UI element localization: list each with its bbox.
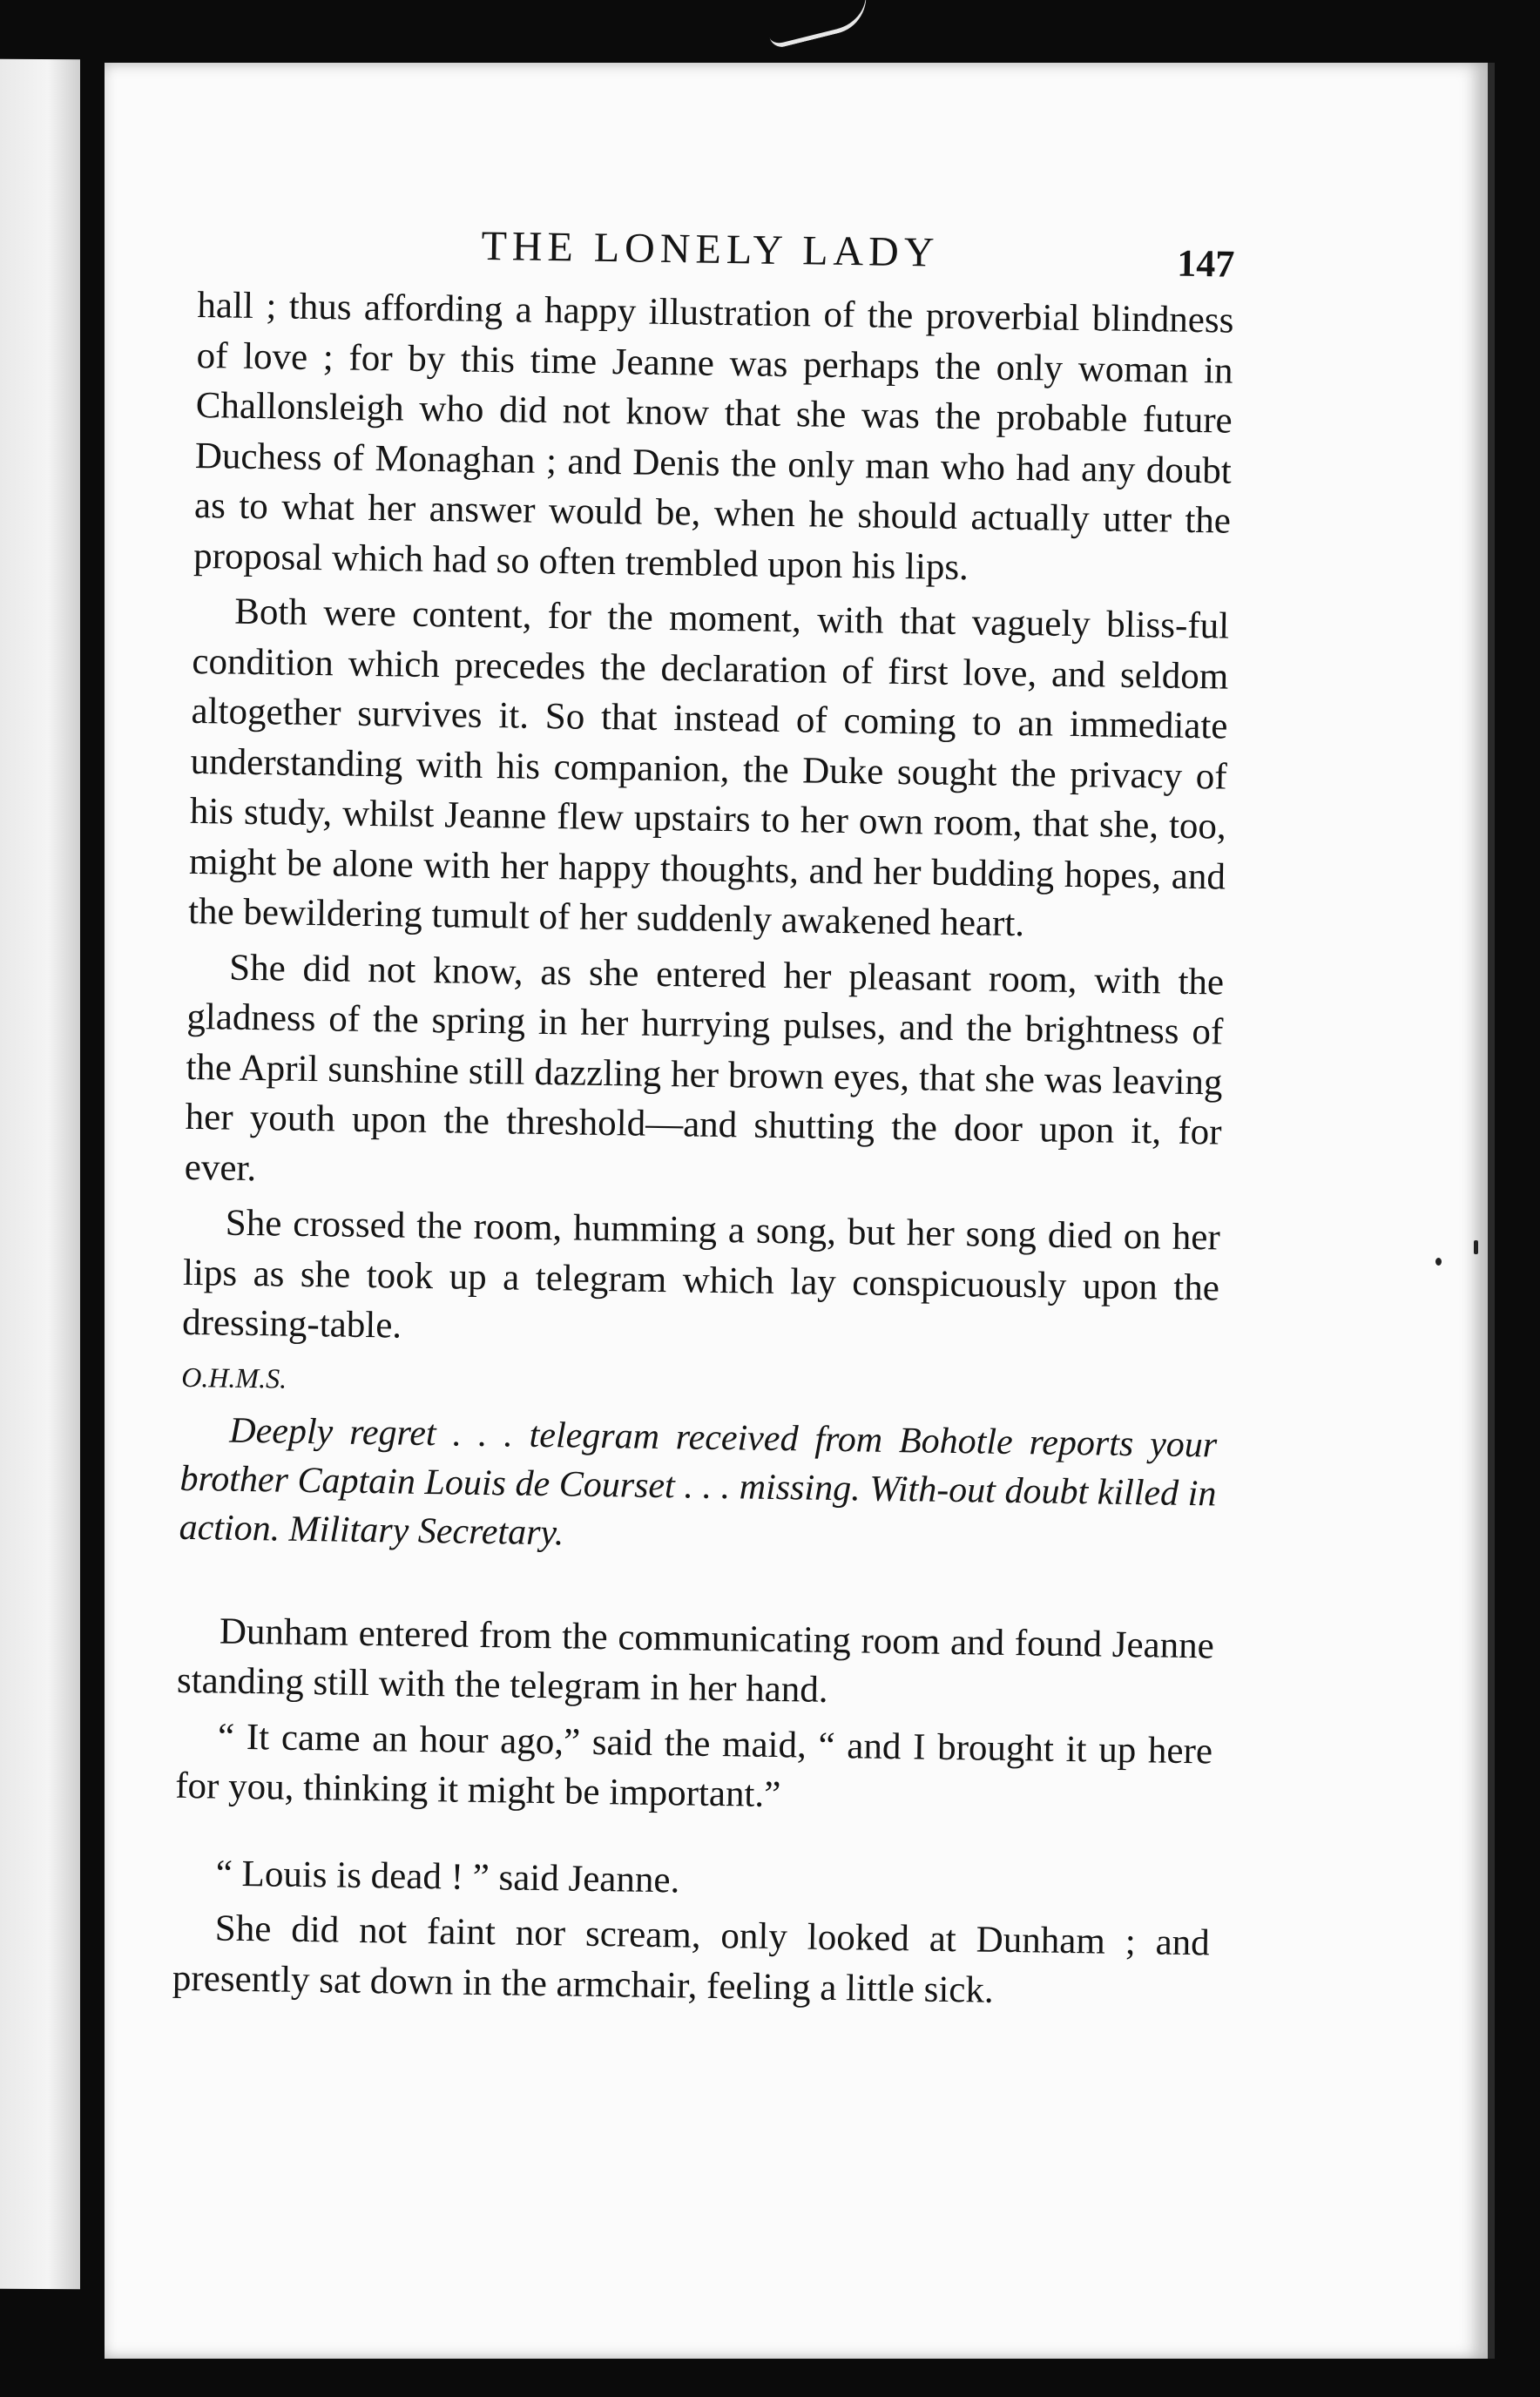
paragraph: She crossed the room, humming a song, but her song died on her lips as she took up a telegram which lay conspicuously upon the dressing-table. bbox=[181, 1202, 1221, 1347]
adjacent-page-edge bbox=[0, 59, 80, 2289]
paragraph: Dunham entered from the communicating room and found Jeanne standing still with the telegram in her hand. bbox=[176, 1610, 1215, 1711]
paragraph: “ Louis is dead ! ” said Jeanne. bbox=[215, 1853, 680, 1901]
telegram-message bbox=[179, 1405, 1217, 1567]
page-number: 147 bbox=[1176, 241, 1235, 286]
paragraph: She did not know, as she entered her pleasant room, with the gladness of the spring in her hurrying pulses, and the brightness of the April sunshine still dazzling her brown eyes, that she was leaving her youth upon the threshold—and shutting the door upon it, for ever. bbox=[184, 947, 1225, 1189]
telegram-text: Deeply regret . . . telegram received from Bohotle reports your brother Captain Louis de Courset . . . missing. With-out doubt killed in action. Military Secretary. bbox=[179, 1410, 1218, 1553]
paragraph: She did not faint nor scream, only looked at Dunham ; and presently sat down in the armchair, feeling a little sick. bbox=[172, 1907, 1211, 2011]
running-title: THE LONELY LADY bbox=[481, 222, 940, 276]
paragraph: Both were content, for the moment, with that vaguely bliss-ful condition which precedes the declaration of first love, and seldom altogether survives it. So that instead of coming to an immediate understanding with his companion, the Duke sought the privacy of his study, whilst Jeanne flew upstairs to her own room, that she, too, might be alone with her happy thoughts, and her budding hopes, and the bewildering tumult of her suddenly awakened heart. bbox=[187, 591, 1230, 945]
paragraph: “ It came an hour ago,” said the maid, “ and I brought it up here for you, thinking it might be important.” bbox=[174, 1716, 1213, 1816]
ink-speck bbox=[1435, 1258, 1442, 1266]
scan-artifact bbox=[764, 0, 875, 50]
telegram-sender: O.H.M.S. bbox=[180, 1361, 287, 1394]
page-text-block bbox=[172, 218, 1235, 2018]
ink-speck bbox=[1474, 1240, 1478, 1254]
paragraph: hall ; thus affording a happy illustration of the proverbial blindness of love ; for by this time Jeanne was perhaps the only woman in Challonsleigh who did not know that she was the probable future Duchess of Monaghan ; and Denis the only man who had any doubt as to what her answer would be, when he should actually utter the proposal which had so often trembled upon his lips. bbox=[192, 284, 1234, 588]
